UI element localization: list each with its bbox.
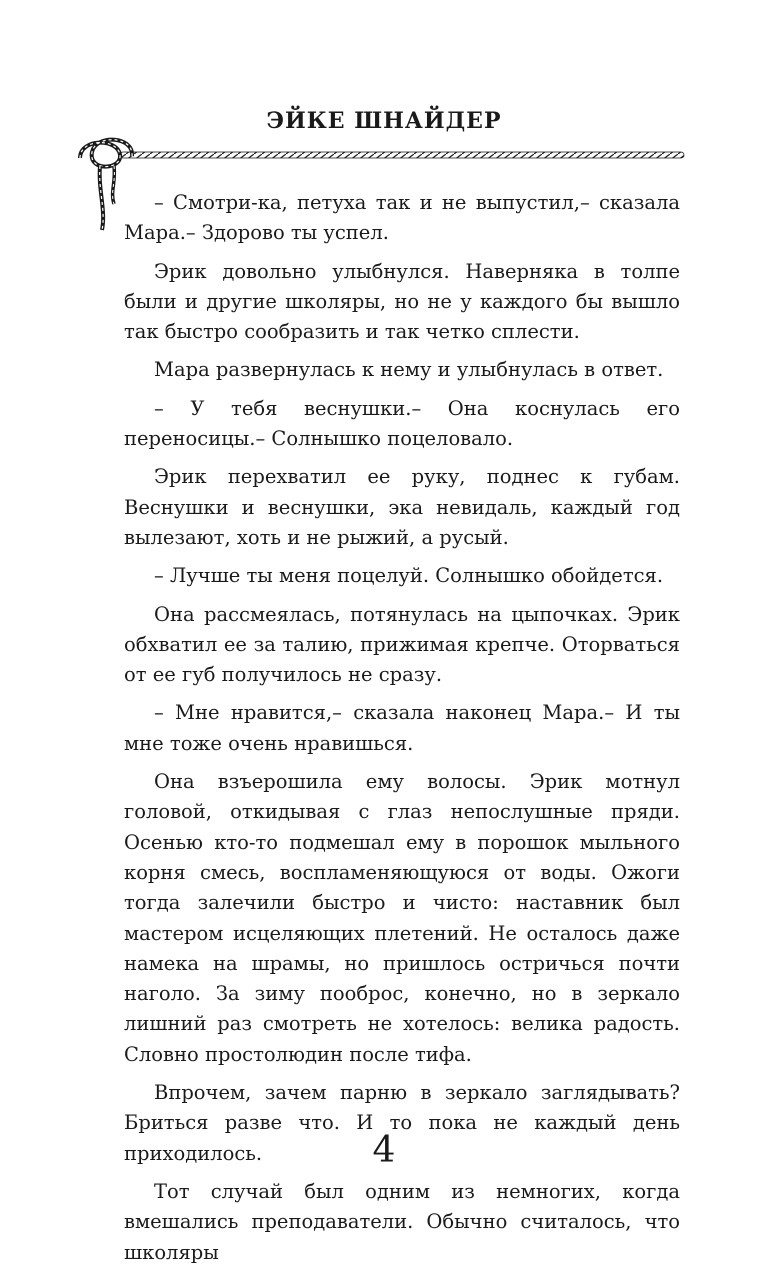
paragraph: Она взъерошила ему волосы. Эрик мотнул головой, откидывая с глаз непослушные пряди. Осенью кто-то подмешал ему в порошок мыльного корня смесь, воспламеняющуюся от воды. Ожоги тогда залечили быстро и чисто: наставник был мастером исцеляющих плетений. Не осталось даже намека на шрамы, но пришлось остричься почти наголо. За зиму пооброс, конечно, но в зеркало лишний раз смотреть не хотелось: велика радость. Словно простолюдин после тифа. xyxy=(124,770,680,1066)
running-header-author: ЭЙКЕ ШНАЙДЕР xyxy=(266,108,502,134)
paragraph: Эрик довольно улыбнулся. Наверняка в толпе были и другие школяры, но не у каждого бы вышло так быстро сообразить и так четко сплести. xyxy=(124,259,680,344)
paragraph: Тот случай был одним из немногих, когда вмешались преподаватели. Обычно считалось, что школяры xyxy=(124,1179,680,1264)
paragraph: Эрик перехватил ее руку, поднес к губам. Веснушки и веснушки, эка невидаль, каждый год вылезают, хоть и не рыжий, а русый. xyxy=(124,465,680,549)
paragraph: Мара развернулась к нему и улыбнулась в ответ. xyxy=(154,358,664,382)
paragraph: Она рассмеялась, потянулась на цыпочках. Эрик обхватил ее за талию, прижимая крепче. Оторваться от ее губ получилось не сразу. xyxy=(124,602,680,687)
paragraph: – Смотри-ка, петуха так и не выпустил,– сказала Мара.– Здорово ты успел. xyxy=(124,191,680,245)
body-text xyxy=(124,188,680,1276)
paragraph: – Мне нравится,– сказала наконец Мара.– И ты мне тоже очень нравишься. xyxy=(124,701,680,755)
paragraph: Впрочем, зачем парню в зеркало заглядывать? Бриться разве что. И то пока не каждый день приходилось. xyxy=(124,1081,680,1165)
paragraph: – Лучше ты меня поцелуй. Солнышко обойдется. xyxy=(154,564,664,588)
paragraph: – У тебя веснушки.– Она коснулась его переносицы.– Солнышко поцеловало. xyxy=(124,396,680,451)
page-number: 4 xyxy=(372,1130,396,1171)
